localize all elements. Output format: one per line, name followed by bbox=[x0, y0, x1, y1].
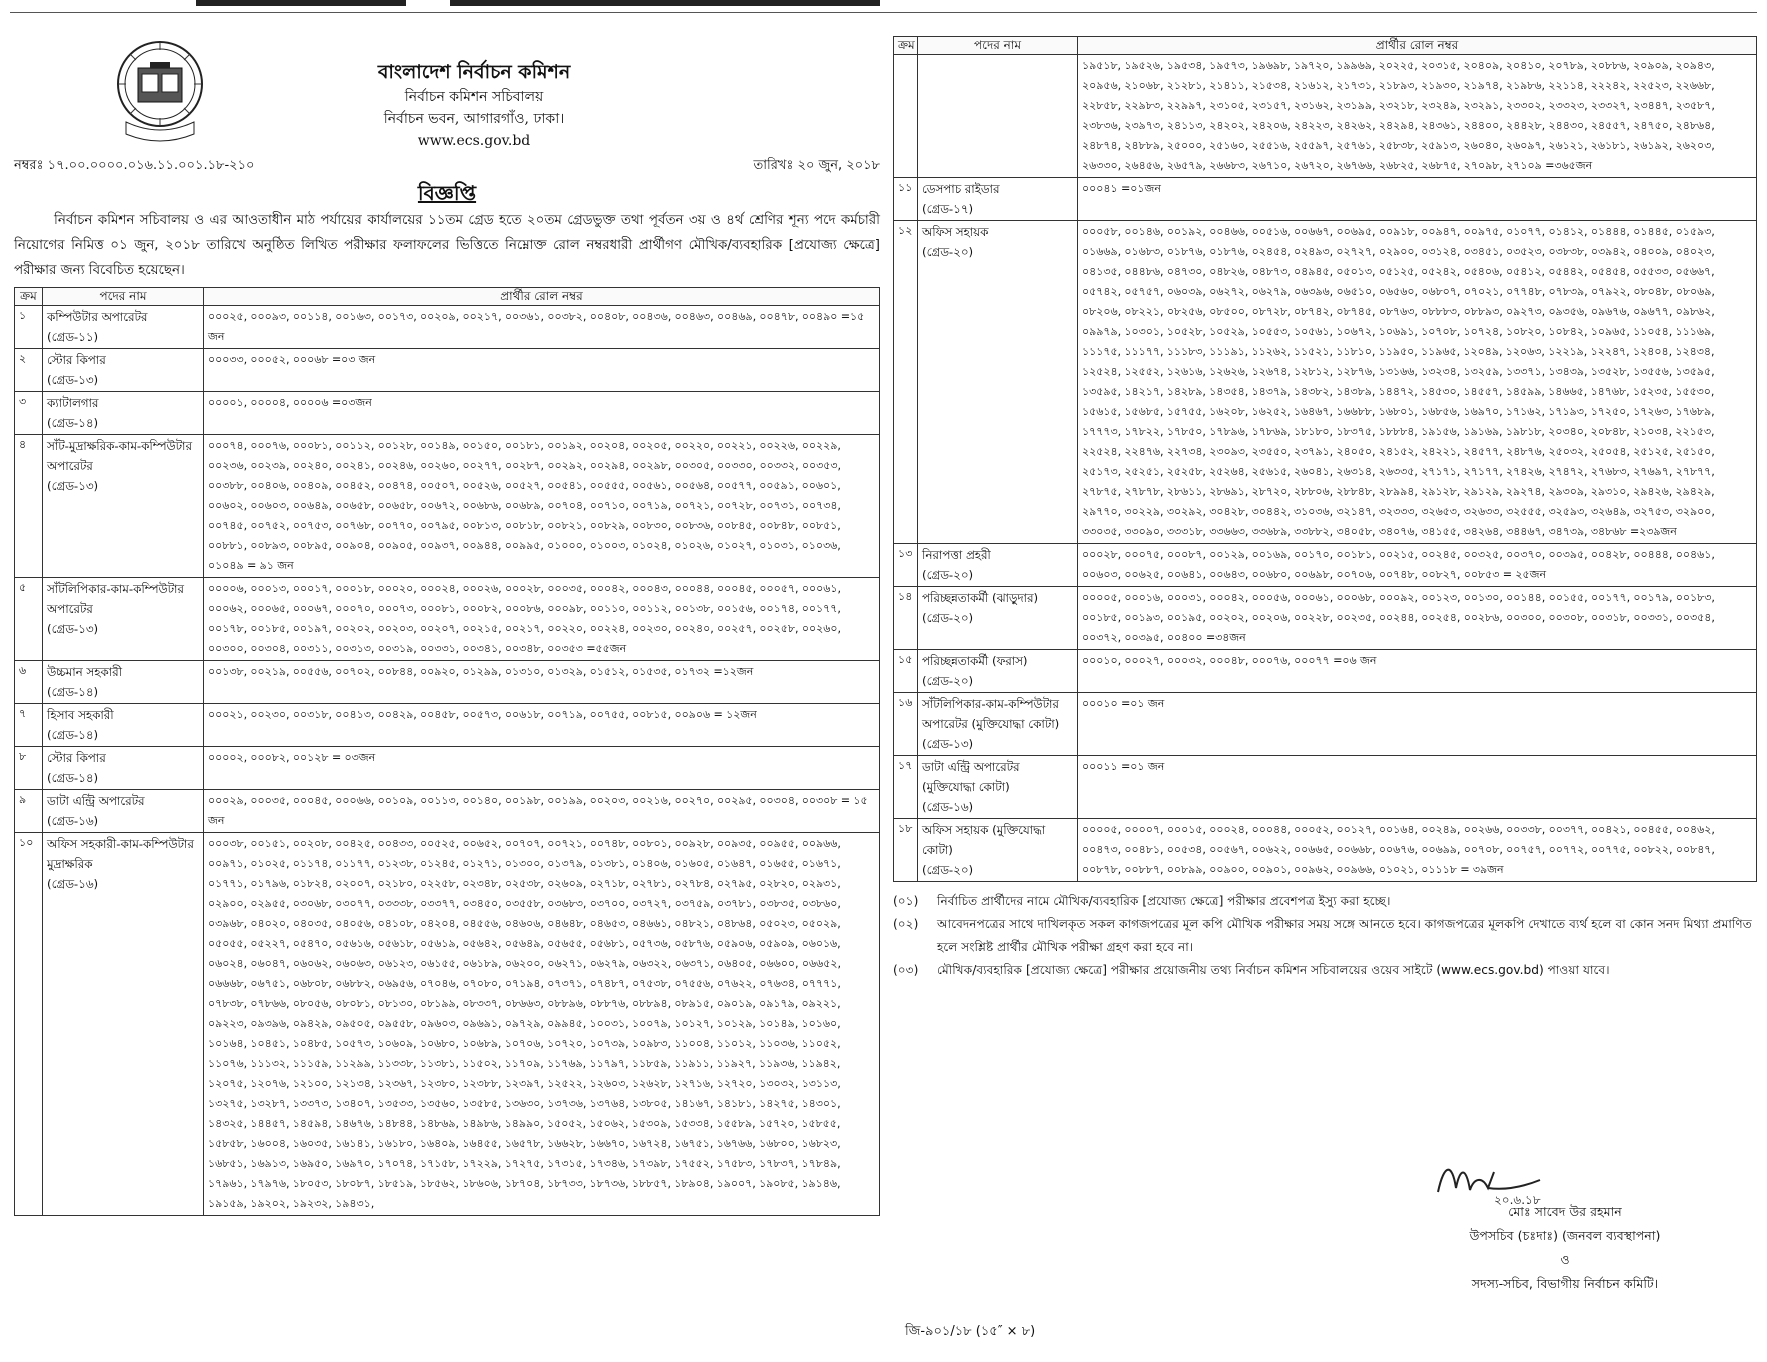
post-name: ডেসপাচ রাইডার bbox=[922, 182, 1000, 196]
post-grade: (গ্রেড-২০) bbox=[922, 611, 974, 625]
post-grade: (গ্রেড-১৬) bbox=[47, 814, 99, 828]
notice-title: বিজ্ঞপ্তি bbox=[417, 181, 477, 205]
table-row bbox=[15, 747, 880, 790]
note-item bbox=[893, 913, 1757, 959]
row-roll-numbers: ০০০০৫, ০০০০৭, ০০০১৫, ০০০২৪, ০০০৪৪, ০০০৫২, ০০১২৭, ০০১৬৪, ০০২৪৯, ০০২৬৬, ০০৩৩৮, ০০৩৭৭, ০০৪২১, ০০৪৫৫, ০০৪৬২, ০০৪৭৩, ০০৪৮১, ০০৫৩৪, ০০৫৬৭, ০০৬২২, ০০৬৬৫, ০০৬৬৮, ০০৬৭৬, ০০৬৯৯, ০০৭০৮, ০০৭৫৭, ০০৭৭২, ০০৭৭৫, ০০৮২২, ০০৮৪৭, ০০৮৭৮, ০০৮৮৭, ০০৮৯৯, ০০৯০০, ০০৯০১, ০০৯৬২, ০০৯৬৬, ০১০২১, ০১১১৮ = ৩৯জন bbox=[1078, 819, 1757, 882]
row-serial: ১৬ bbox=[894, 693, 918, 756]
post-name: স্টোর কিপার bbox=[47, 353, 106, 367]
table-row bbox=[894, 756, 1757, 819]
row-post bbox=[43, 790, 204, 833]
note-number: (০২) bbox=[893, 917, 919, 931]
col-serial-header: ক্রম bbox=[15, 288, 43, 306]
table-body-left bbox=[15, 306, 880, 1216]
note-text: আবেদনপত্রের সাথে দাখিলকৃত সকল কাগজপত্রের মূল কপি মৌখিক পরীক্ষার সময় সঙ্গে আনতে হবে। কাগজপত্রের মূলকপি দেখাতে ব্যর্থ হলে বা কোন সনদ মিথ্যা প্রমাণিত হলে সংশ্লিষ্ট প্রার্থীর মৌখিক পরীক্ষা গ্রহণ করা হবে না। bbox=[937, 917, 1752, 954]
post-grade: (গ্রেড-১৩) bbox=[47, 479, 99, 493]
organization-block bbox=[314, 58, 634, 152]
row-serial: ২ bbox=[15, 349, 43, 392]
row-post bbox=[918, 178, 1078, 221]
row-post bbox=[43, 704, 204, 747]
table-row bbox=[15, 833, 880, 1216]
post-grade: (গ্রেড-১৬) bbox=[922, 800, 974, 814]
row-post bbox=[43, 349, 204, 392]
row-roll-numbers: ০০০৩৩, ০০০৫২, ০০০৬৮ =০৩ জন bbox=[204, 349, 880, 392]
post-name: স্টোর কিপার bbox=[47, 751, 106, 765]
col-post-header: পদের নাম bbox=[43, 288, 204, 306]
row-roll-numbers: ০০০২৮, ০০০৭৫, ০০০৮৭, ০০১২৯, ০০১৬৯, ০০১৭০, ০০১৮১, ০০২১৫, ০০২৪৫, ০০৩২৫, ০০৩৭০, ০০৩৯৫, ০০৪২৮, ০০৪৪৪, ০০৪৬১, ০০৬০৩, ০০৬২৫, ০০৬৪১, ০০৬৪৩, ০০৬৮০, ০০৬৯৮, ০০৭০৬, ০০৭৪৮, ০০৮২৭, ০০৮৫৩ = ২৫জন bbox=[1078, 544, 1757, 587]
table-row bbox=[15, 306, 880, 349]
post-name: অফিস সহায়ক bbox=[922, 225, 989, 239]
row-serial: ৮ bbox=[15, 747, 43, 790]
notes-list bbox=[893, 890, 1757, 982]
memo-date: তারিখঃ ২০ জুন, ২০১৮ bbox=[753, 158, 880, 173]
note-number: (০৩) bbox=[893, 963, 919, 977]
post-name: পরিচ্ছন্নতাকর্মী (ফরাস) bbox=[922, 654, 1028, 668]
post-name: হিসাব সহকারী bbox=[47, 708, 114, 722]
row-post bbox=[43, 661, 204, 704]
row-roll-numbers: ০০০৩৮, ০০১৫১, ০০২০৮, ০০৪২৫, ০০৪৩৩, ০০৫২৫, ০০৬৫২, ০০৭০৭, ০০৭২১, ০০৭৪৮, ০০৮০১, ০০৯২৮, ০০৯৩৫, ০০৯৫৫, ০০৯৬৬, ০০৯৭১, ০১০২৫, ০১১৭৪, ০১১৭৭, ০১২৩৮, ০১২৪৫, ০১২৭১, ০১৩০০, ০১৩৭৯, ০১৩৮১, ০১৪০৬, ০১৬০৫, ০১৬৪৭, ০১৬৫৫, ০১৬৭১, ০১৭৭১, ০১৭৯৬, ০১৮২৪, ০২০০৭, ০২১৮০, ০২২৫৮, ০২৩৪৮, ০২৫৩৮, ০২৬০৯, ০২৭১৮, ০২৭৮১, ০২৭৮৪, ০২৭৯৫, ০২৮২০, ০২৯৩১, ০২৯০০, ০২৯৫৫, ০৩০৬৮, ০৩০৭৭, ০৩৩৩৮, ০৩৩৭৭, ০৩৪৫০, ০৩৫৫৮, ০৩৬৮৩, ০৩৭০০, ০৩৭২৭, ০৩৭৫৯, ০৩৭৮১, ০৩৮৩৫, ০৩৮৬০, ০৩৯৬৮, ০৪০২০, ০৪০৩৫, ০৪০৫৬, ০৪১০৮, ০৪২০৪, ০৪৫৫৬, ০৪৬০৬, ০৪৬৪৮, ০৪৬৫৩, ০৪৬৬১, ০৪৮২১, ০৪৮৬৪, ০৫০২৩, ০৫০২৯, ০৫০৫৫, ০৫২২৭, ০৫৪৭০, ০৫৬১৬, ০৫৬১৮, ০৫৬১৯, ০৫৬৪২, ০৫৬৪৯, ০৫৬৫৫, ০৫৬৮১, ০৫৭৩৬, ০৫৮৭৬, ০৫৯০৬, ০৫৯০৯, ০৬০১৬, ০৬০২৪, ০৬০৪৭, ০৬০৬২, ০৬০৬৩, ০৬১২৩, ০৬১৫৫, ০৬১৮৯, ০৬২০০, ০৬২৭১, ০৬২৭৯, ০৬৩২২, ০৬৩৭১, ০৬৪০৫, ০৬৬০০, ০৬৬৫২, ০৬৬৬৮, ০৬৭৫১, ০৬৮০৮, ০৬৮৮২, ০৬৯৫৬, ০৭০৪৬, ০৭০৮০, ০৭১৯৪, ০৭৩৭১, ০৭৪৮৭, ০৭৫৩৮, ০৭৫৫৬, ০৭৬২২, ০৭৬৩৪, ০৭৭৭১, ০৭৮৩৮, ০৭৮৬৬, ০৮০৫৬, ০৮০৮১, ০৮১৩০, ০৮১৯৯, ০৮৩৩৭, ০৮৬৬৩, ০৮৮৯৬, ০৮৮৭৬, ০৮৮৯৪, ০৮৯১৫, ০৯০১৯, ০৯১৭৯, ০৯২২১, ০৯২২৩, ০৯৩৯৬, ০৯৪২৯, ০৯৫০৫, ০৯৫৫৮, ০৯৬০৩, ০৯৬৯১, ০৯৭২৯, ০৯৯৪৫, ১০০৩১, ১০০৭৯, ১০১২৭, ১০১২৯, ১০১৪৯, ১০১৬০, ১০১৬৪, ১০৪৫১, ১০৪৮৫, ১০৫৭৩, ১০৬০৯, ১০৬৮০, ১০৬৮৯, ১০৭০৬, ১০৭২০, ১০৭৩৯, ১০৯৮৩, ১১০০৪, ১১০১২, ১১০৩৬, ১১০৫২, ১১০৭৬, ১১১৩২, ১১১৫৯, ১১২৯৯, ১১৩৩৮, ১১৩৮১, ১১৫০২, ১১৭০৯, ১১৭৬৯, ১১৭৯৭, ১১৮৫৯, ১১৯১১, ১১৯২৭, ১১৯৩৬, ১১৯৪২, ১২০৭৫, ১২০৭৬, ১২১০০, ১২১৩৪, ১২৩৬৭, ১২৩৮০, ১২৩৮৮, ১২৩৯৭, ১২৫২২, ১২৬০৩, ১২৬২৮, ১২৭১৬, ১২৭২০, ১৩০৩২, ১৩১১৩, ১৩২৭৫, ১৩২৮৭, ১৩৩৭৩, ১৩৪০৭, ১৩৫৩৩, ১৩৫৬০, ১৩৫৮৫, ১৩৬৩০, ১৩৭৩৬, ১৩৭৬৪, ১৩৮০৫, ১৪১৬৭, ১৪১৮১, ১৪২৭৫, ১৪৩০১, ১৪৩২৫, ১৪৪৫৭, ১৪৫৯৪, ১৪৬৭৬, ১৪৮৪৪, ১৪৮৬৯, ১৪৯৮৬, ১৪৯৯০, ১৫০৫২, ১৫০৬২, ১৫৩০৯, ১৫৩৩৪, ১৫৫৮৯, ১৫৭২০, ১৫৮৫৫, ১৫৮৫৮, ১৬০০৪, ১৬০৩৫, ১৬১৪১, ১৬১৮০, ১৬৪০৯, ১৬৪৫৫, ১৬৫৭৮, ১৬৬২৮, ১৬৬৭০, ১৬৭২৪, ১৬৭৫১, ১৬৭৬৬, ১৬৮০০, ১৬৮২৩, ১৬৮৫১, ১৬৯১৩, ১৬৯৫০, ১৬৯৭০, ১৭০৭৪, ১৭১৫৮, ১৭২২৯, ১৭২৭৫, ১৭৩১৫, ১৭৩৪৬, ১৭৩৯৮, ১৭৫৫২, ১৭৫৮৩, ১৭৮৩৭, ১৭৮৪৯, ১৭৯৬১, ১৭৯৭৬, ১৮০৫৩, ১৮০৮৭, ১৮৫১৯, ১৮৫৬২, ১৮৬০৬, ১৮৭০৪, ১৮৭৩৩, ১৮৭৩৬, ১৮৮৫৭, ১৮৯০৪, ১৯০০৭, ১৯০৮৫, ১৯১৪৬, ১৯১৫৯, ১৯২০২, ১৯২৩২, ১৯৪৩১, bbox=[204, 833, 880, 1216]
post-grade: (গ্রেড-১৪) bbox=[47, 771, 99, 785]
post-name: সাঁট-মুদ্রাক্ষরিক-কাম-কম্পিউটার অপারেটর bbox=[47, 439, 192, 473]
row-post bbox=[918, 650, 1078, 693]
post-grade: (গ্রেড-১৩) bbox=[47, 622, 99, 636]
row-post bbox=[43, 578, 204, 661]
scan-edge-left bbox=[196, 0, 406, 6]
website: www.ecs.gov.bd bbox=[417, 133, 531, 149]
row-roll-numbers: ১৯৫১৮, ১৯৫২৬, ১৯৫৩৪, ১৯৫৭৩, ১৯৬৯৮, ১৯৭২০, ১৯৯৬৯, ২০২২৫, ২০৩১৫, ২০৪০৯, ২০৪১০, ২০৭৮৯, ২০৮৮৬, ২০৯০৯, ২০৯৪৩, ২০৯৫৬, ২১০৬৮, ২১২৮১, ২১৪১১, ২১৫৩৪, ২১৬১২, ২১৭৩১, ২১৮৯৩, ২১৯৩০, ২১৯৭৪, ২১৯৮৬, ২২১১৪, ২২২৪২, ২২৫২৩, ২২৬৬৮, ২২৮৫৮, ২২৯৮৩, ২২৯৯৭, ২৩১০৫, ২৩১৫৭, ২৩১৬২, ২৩১৯৯, ২৩২১৮, ২৩২৪৯, ২৩২৯১, ২৩৩০২, ২৩৩২৩, ২৩৩২৭, ২৩৪৪৭, ২৩৫৮৭, ২৩৮৩৬, ২৩৯৭৩, ২৪১১৩, ২৪২০২, ২৪২০৬, ২৪২২৩, ২৪২৬২, ২৪২৯৪, ২৪৩৬১, ২৪৪০০, ২৪৪২৮, ২৪৪৩০, ২৪৫৫৭, ২৪৭৫০, ২৪৮৬৪, ২৪৮৭৪, ২৪৮৮৯, ২৫০০০, ২৫১৬০, ২৫৫১৬, ২৫৫৯৭, ২৫৭৬১, ২৫৮৩৮, ২৫৯১৩, ২৬০৪০, ২৬০৯৭, ২৬১২১, ২৬১৮১, ২৬১৯২, ২৬২০৩, ২৬৩৩০, ২৬৪৫৬, ২৬৫৭৯, ২৬৬৮৩, ২৬৭১০, ২৬৭২০, ২৬৭৬৬, ২৬৮২৫, ২৬৮৭৫, ২৭০৯৮, ২৭১০৯ =৩৬৫জন bbox=[1078, 55, 1757, 178]
table-row bbox=[15, 435, 880, 578]
right-column bbox=[893, 36, 1757, 982]
post-name: ডাটা এন্ট্রি অপারেটর bbox=[47, 794, 145, 808]
table-row bbox=[15, 790, 880, 833]
signatory-name: মোঃ সাবেদ উর রহমান bbox=[1508, 1204, 1622, 1219]
signatory-committee-role: সদস্য-সচিব, বিভাগীয় নির্বাচন কমিটি। bbox=[1471, 1276, 1659, 1291]
row-roll-numbers: ০০০০৬, ০০০১৩, ০০০১৭, ০০০১৮, ০০০২০, ০০০২৪, ০০০২৬, ০০০২৮, ০০০৩৫, ০০০৪২, ০০০৪৩, ০০০৪৪, ০০০৪৫, ০০০৫৭, ০০০৬১, ০০০৬২, ০০০৬৫, ০০০৬৭, ০০০৭০, ০০০৭৩, ০০০৮১, ০০০৮২, ০০০৮৬, ০০০৯৮, ০০১১০, ০০১১২, ০০১৩৮, ০০১৫৬, ০০১৭৪, ০০১৭৭, ০০১৭৮, ০০১৮৫, ০০১৯৭, ০০২০২, ০০২০৩, ০০২০৭, ০০২১৫, ০০২১৭, ০০২২০, ০০২২৪, ০০২৩০, ০০২৪০, ০০২৫৭, ০০২৫৮, ০০২৬০, ০০৩০০, ০০৩০৪, ০০৩১১, ০০৩১৩, ০০৩১৯, ০০৩৩১, ০০৩৪১, ০০৩৪৮, ০০৩৫৩ =৫৫জন bbox=[204, 578, 880, 661]
row-serial: ৬ bbox=[15, 661, 43, 704]
table-header-row bbox=[894, 37, 1757, 55]
row-roll-numbers: ০০০১০ =০১ জন bbox=[1078, 693, 1757, 756]
note-number: (০১) bbox=[893, 894, 919, 908]
post-name: ক্যাটালগার bbox=[47, 396, 99, 410]
post-grade: (গ্রেড-১৪) bbox=[47, 685, 99, 699]
note-item bbox=[893, 890, 1757, 913]
post-grade: (গ্রেড-১৬) bbox=[47, 877, 99, 891]
page-top-rule bbox=[10, 12, 1757, 13]
row-serial: ১১ bbox=[894, 178, 918, 221]
post-grade: (গ্রেড-১৩) bbox=[47, 373, 99, 387]
table-row bbox=[894, 819, 1757, 882]
row-post bbox=[918, 544, 1078, 587]
row-serial: ১ bbox=[15, 306, 43, 349]
table-row bbox=[894, 221, 1757, 544]
row-serial: ১৫ bbox=[894, 650, 918, 693]
table-header-row bbox=[15, 288, 880, 306]
scan-edge-right bbox=[450, 0, 880, 6]
table-row bbox=[894, 178, 1757, 221]
row-serial: ১২ bbox=[894, 221, 918, 544]
result-table-left bbox=[14, 287, 880, 1216]
post-grade: (গ্রেড-২০) bbox=[922, 245, 974, 259]
note-text: মৌখিক/ব্যবহারিক [প্রযোজ্য ক্ষেত্রে] পরীক্ষার প্রয়োজনীয় তথ্য নির্বাচন কমিশন সচিবালয়ের ওয়েব সাইটে (www.ecs.gov.bd) পাওয়া যাবে। bbox=[937, 963, 1610, 977]
row-roll-numbers: ০০০০১, ০০০০৪, ০০০০৬ =০৩জন bbox=[204, 392, 880, 435]
election-commission-logo bbox=[114, 38, 206, 146]
left-column bbox=[14, 18, 880, 1216]
row-roll-numbers: ০০০২৯, ০০০৩৫, ০০০৪৫, ০০০৬৬, ০০১০৯, ০০১১৩, ০০১৪০, ০০১৯৮, ০০১৯৯, ০০২০৩, ০০২১৬, ০০২৭০, ০০২৯৫, ০০৩০৪, ০০৩০৮ = ১৫ জন bbox=[204, 790, 880, 833]
post-grade: (গ্রেড-২০) bbox=[922, 674, 974, 688]
col-serial-header: ক্রম bbox=[894, 37, 918, 55]
office-address: নির্বাচন ভবন, আগারগাঁও, ঢাকা। bbox=[383, 111, 565, 127]
note-item bbox=[893, 959, 1757, 982]
post-name: নিরাপত্তা প্রহরী bbox=[922, 548, 991, 562]
post-grade: (গ্রেড-১৪) bbox=[47, 728, 99, 742]
row-post bbox=[918, 221, 1078, 544]
signature-date: ২০.৬.১৮ bbox=[1494, 1193, 1541, 1207]
post-name: পরিচ্ছন্নতাকর্মী (ঝাড়ুদার) bbox=[922, 591, 1039, 605]
post-name: কম্পিউটার অপারেটর bbox=[47, 310, 148, 324]
table-row bbox=[15, 578, 880, 661]
table-body-right bbox=[894, 55, 1757, 882]
signature-block bbox=[1380, 1200, 1750, 1296]
row-roll-numbers: ০০০২৫, ০০০৯৩, ০০১১৪, ০০১৬৩, ০০১৭৩, ০০২০৯, ০০২১৭, ০০৩৬১, ০০৩৮২, ০০৪০৮, ০০৪৩৬, ০০৪৬৩, ০০৪৬৯, ০০৪৭৮, ০০৪৯০ =১৫ জন bbox=[204, 306, 880, 349]
signatory-conjunction: ও bbox=[1560, 1252, 1570, 1267]
post-name: সাঁটলিপিকার-কাম-কম্পিউটার অপারেটর bbox=[47, 582, 184, 616]
row-post bbox=[918, 756, 1078, 819]
intro-paragraph: নির্বাচন কমিশন সচিবালয় ও এর আওতাধীন মাঠ পর্যায়ের কার্যালয়ের ১১তম গ্রেড হতে ২০তম গ্রেডভুক্ত তথা পূর্বতন ৩য় ও ৪র্থ শ্রেণির শূন্য পদে কর্মচারী নিয়োগের নিমিত্ত ০১ জুন, ২০১৮ তারিখে অনুষ্ঠিত লিখিত পরীক্ষার ফলাফলের ভিত্তিতে নিম্নোক্ত রোল নম্বরধারী প্রার্থীগণ মৌখিক/ব্যবহারিক [প্রযোজ্য ক্ষেত্রে] পরীক্ষার জন্য বিবেচিত হয়েছেন। bbox=[14, 213, 880, 278]
table-row bbox=[894, 544, 1757, 587]
row-post bbox=[43, 747, 204, 790]
table-row bbox=[15, 704, 880, 747]
col-rolls-header: প্রার্থীর রোল নম্বর bbox=[204, 288, 880, 306]
table-row bbox=[15, 661, 880, 704]
org-name: বাংলাদেশ নির্বাচন কমিশন bbox=[377, 61, 571, 83]
row-roll-numbers: ০০০১১ =০১ জন bbox=[1078, 756, 1757, 819]
row-roll-numbers: ০০০০২, ০০০৮২, ০০১২৮ = ০৩জন bbox=[204, 747, 880, 790]
print-code: জি-৯০১/১৮ (১৫″ × ৮) bbox=[905, 1324, 1036, 1339]
row-serial: ৪ bbox=[15, 435, 43, 578]
result-table-right bbox=[893, 36, 1757, 882]
row-post bbox=[43, 435, 204, 578]
row-serial: ৫ bbox=[15, 578, 43, 661]
table-row bbox=[894, 650, 1757, 693]
row-post bbox=[43, 833, 204, 1216]
row-serial: ১৪ bbox=[894, 587, 918, 650]
post-grade: (গ্রেড-১১) bbox=[47, 330, 99, 344]
row-post bbox=[43, 392, 204, 435]
memo-row bbox=[14, 154, 880, 178]
col-post-header: পদের নাম bbox=[918, 37, 1078, 55]
row-roll-numbers: ০০১৩৮, ০০২১৯, ০০৫৫৬, ০০৭০২, ০০৮৪৪, ০০৯২০, ০১২৯৯, ০১৩১০, ০১৩২৯, ০১৫১২, ০১৫৩৫, ০১৭৩২ =১২জন bbox=[204, 661, 880, 704]
signatory-designation: উপসচিব (চঃদাঃ) (জনবল ব্যবস্থাপনা) bbox=[1469, 1228, 1661, 1243]
row-roll-numbers: ০০০০৫, ০০০১৬, ০০০৩১, ০০০৪২, ০০০৫৬, ০০০৬১, ০০০৬৮, ০০০৯২, ০০১২৩, ০০১৩০, ০০১৪৪, ০০১৫৫, ০০১৭৭, ০০১৭৯, ০০১৮৩, ০০১৮৫, ০০১৯৩, ০০১৯৫, ০০২০২, ০০২০৬, ০০২২৮, ০০২৩৫, ০০২৪৪, ০০২৫৪, ০০২৮৬, ০০৩০০, ০০৩০৮, ০০৩১৮, ০০৩৩১, ০০৩৫৪, ০০৩৭২, ০০৩৯৫, ০০৪০০ =৩৪জন bbox=[1078, 587, 1757, 650]
row-roll-numbers: ০০০৫৮, ০০১৪৬, ০০১৯২, ০০৪৬৬, ০০৫১৬, ০০৬৬৭, ০০৬৯৫, ০০৯১৮, ০০৯৪৭, ০০৯৭৫, ০১০৭৭, ০১৪১২, ০১৪৪৪, ০১৪৪৫, ০১৫৯৩, ০১৬৬৯, ০১৬৮৩, ০১৮৭৬, ০১৮৭৬, ০২৪৫৪, ০২৪৯৩, ০২৭২৭, ০২৯০০, ০৩১২৪, ০৩৪৫১, ০৩৫২৩, ০৩৮৩৮, ০৩৯৪২, ০৪০০৯, ০৪০২৩, ০৪১৩৫, ০৪৪৮৬, ০৪৭৩০, ০৪৮২৬, ০৪৮৭৩, ০৪৯৪৫, ০৫০১৩, ০৫১২৫, ০৫২৪২, ০৫৪০৬, ০৫৪১২, ০৫৪৪২, ০৫৪৫৪, ০৫৫৩৩, ০৫৬৬৭, ০৫৭৪২, ০৫৭৫৭, ০৬০৩৯, ০৬২৭২, ০৬২৭৯, ০৬৩৯৬, ০৬৫১০, ০৬৫৬০, ০৬৮০৭, ০৭০২১, ০৭৭৪৮, ০৭৮৩৯, ০৭৯২২, ০৮০৪৮, ০৮০৬৯, ০৮২০৬, ০৮২২১, ০৮২৫৬, ০৮৫০০, ০৮৭২৮, ০৮৭৪২, ০৮৭৪৫, ০৮৭৬৩, ০৮৮৮৩, ০৮৮৯৩, ০৯২৭৩, ০৯৩৫৬, ০৯৬৭৬, ০৯৬৭৭, ০৯৮৬২, ০৯৯৭৯, ১০৩০১, ১০৫২৮, ১০৫২৯, ১০৫৫৩, ১০৫৬১, ১০৬৭২, ১০৬৯১, ১০৭০৮, ১০৭২৪, ১০৮২০, ১০৮৪২, ১০৯৬৫, ১১০৫৪, ১১১৬৯, ১১১৭৫, ১১১৭৭, ১১১৮৩, ১১১৯১, ১১২৬২, ১১৫২১, ১১৮১০, ১১৯৫০, ১১৯৬৫, ১২০৪৯, ১২০৬৩, ১২২১৯, ১২২৪৭, ১২৪০৪, ১২৪৩৪, ১২৫২৪, ১২৫৫২, ১২৬১৬, ১২৬২৬, ১২৬৭৪, ১২৮১২, ১২৮৭৬, ১৩১৬৬, ১৩২৩৪, ১৩২৫৯, ১৩৩৭১, ১৩৪৩৯, ১৩৫২৮, ১৩৫৫৬, ১৩৫৯৫, ১৩৫৯৫, ১৪২১৭, ১৪২৮৯, ১৪৩৫৪, ১৪৩৭৯, ১৪৩৮২, ১৪৩৮৯, ১৪৪৭২, ১৪৫৩০, ১৪৫৫৭, ১৪৫৯৯, ১৪৬৬৫, ১৪৭৬৮, ১৫২৩৫, ১৫৫৩০, ১৫৬১৫, ১৫৬৮৫, ১৫৭৫৫, ১৬২০৮, ১৬২৫২, ১৬৪৬৭, ১৬৬৮৮, ১৬৮০১, ১৬৮৫৬, ১৬৯৭০, ১৭১৬২, ১৭১৯৩, ১৭২৫০, ১৭২৬৩, ১৭৬৮৯, ১৭৭৭৩, ১৭৮২২, ১৭৮৫০, ১৭৮৯৬, ১৭৮৬৯, ১৮১৮০, ১৮৩৭৫, ১৮৮৮৪, ১৯১৫৬, ১৯১৬৯, ১৯৮১৮, ২০৩৪০, ২০৮৪৮, ২১০৩৪, ২২১৫৩, ২২৫২৪, ২২৪৭৬, ২২৭৩৪, ২৩০৯৩, ২৩৫৫০, ২৩৭৯১, ২৪০৫০, ২৪১৫২, ২৪২২১, ২৪৫৭৭, ২৪৮৭৬, ২৫০৩২, ২৫০৫৪, ২৫১২৫, ২৫১৫০, ২৫১৭৩, ২৫২৫১, ২৫২৫৮, ২৫২৬৪, ২৫৬১৫, ২৬০৪১, ২৬৩১৪, ২৬৩৩৫, ২৭১৭১, ২৭১৭৭, ২৭৪২৬, ২৭৪৭২, ২৭৬৮৩, ২৭৬৯৭, ২৭৮৭৭, ২৭৮৭৫, ২৭৮৭৮, ২৮৬১১, ২৮৬৯১, ২৮৭২০, ২৮৮০৬, ২৮৮৪৮, ২৮৯৯৪, ২৯১২৮, ২৯১২৯, ২৯২৭৪, ২৯৩০৯, ২৯৩১০, ২৯৪২৬, ২৯৪২৯, ২৯৭৭০, ৩০২২৯, ৩০২৯২, ৩০৪২৮, ৩০৪৪২, ৩১০৩৬, ৩২১৪৭, ৩২৩৩৩, ৩২৬৫৩, ৩২৬৩৩, ৩২৫৫৫, ৩২৫৯৩, ৩২৬৪৯, ৩২৭৫৩, ৩২৯০০, ৩৩০৩৫, ৩৩০৯০, ৩৩৩১৮, ৩৩৬৬৩, ৩৩৬৮৯, ৩৩৮৮২, ৩৪০৫৮, ৩৪০৭৬, ৩৪১৫৫, ৩৪২৬৪, ৩৪৪৬৭, ৩৪৭৩৯, ৩৪৮৬৮ =২৩৯জন bbox=[1078, 221, 1757, 544]
row-serial: ৩ bbox=[15, 392, 43, 435]
post-name: সাঁটলিপিকার-কাম-কম্পিউটার অপারেটর (মুক্তিযোদ্ধা কোটা) bbox=[922, 697, 1060, 731]
table-row bbox=[15, 349, 880, 392]
row-serial: ১৭ bbox=[894, 756, 918, 819]
post-name: অফিস সহকারী-কাম-কম্পিউটার মুদ্রাক্ষরিক bbox=[47, 837, 194, 871]
post-grade: (গ্রেড-১৪) bbox=[47, 416, 99, 430]
row-roll-numbers: ০০০২১, ০০২৩০, ০০৩১৮, ০০৪১৩, ০০৪২৯, ০০৪৫৮, ০০৫৭৩, ০০৬১৮, ০০৭১৯, ০০৭৫৫, ০০৮১৫, ০০৯০৬ = ১২জন bbox=[204, 704, 880, 747]
post-grade: (গ্রেড-১৩) bbox=[922, 737, 974, 751]
row-post bbox=[918, 587, 1078, 650]
row-serial: ১৩ bbox=[894, 544, 918, 587]
post-grade: (গ্রেড-২০) bbox=[922, 863, 974, 877]
row-post bbox=[918, 819, 1078, 882]
note-text: নির্বাচিত প্রার্থীদের নামে মৌখিক/ব্যবহারিক [প্রযোজ্য ক্ষেত্রে] পরীক্ষার প্রবেশপত্র ইস্যু করা হচ্ছে। bbox=[937, 894, 1391, 908]
row-roll-numbers: ০০০৭৪, ০০০৭৬, ০০০৮১, ০০১১২, ০০১২৮, ০০১৪৯, ০০১৫০, ০০১৮১, ০০১৯২, ০০২০৪, ০০২০৫, ০০২২০, ০০২২১, ০০২২৬, ০০২২৯, ০০২৩৬, ০০২৩৯, ০০২৪০, ০০২৪১, ০০২৪৬, ০০২৬০, ০০২৭৭, ০০২৮৭, ০০২৯২, ০০২৯৪, ০০২৯৮, ০০৩০৫, ০০৩৩০, ০০৩৩২, ০০৩৫৩, ০০৩৮৮, ০০৪০৬, ০০৪০৯, ০০৪৫২, ০০৪৭৪, ০০৫০৭, ০০৫২৬, ০০৫২৭, ০০৫৪১, ০০৫৫৫, ০০৫৬১, ০০৫৬৪, ০০৫৭৭, ০০৫৯১, ০০৬০১, ০০৬০২, ০০৬০৩, ০০৬৪৯, ০০৬৫৮, ০০৬৫৮, ০০৬৭২, ০০৬৮৬, ০০৬৮৯, ০০৭০৪, ০০৭১০, ০০৭১৯, ০০৭২১, ০০৭২৮, ০০৭৩১, ০০৭৩৪, ০০৭৪৫, ০০৭৫২, ০০৭৫৩, ০০৭৬৮, ০০৭৭০, ০০৭৯৫, ০০৮১৩, ০০৮১৮, ০০৮২১, ০০৮২৯, ০০৮৩০, ০০৮৩৬, ০০৮৪৫, ০০৮৪৮, ০০৮৫১, ০০৮৮১, ০০৮৯৩, ০০৮৯৫, ০০৯০৪, ০০৯০৫, ০০৯৩৭, ০০৯৪৪, ০০৯৯৫, ০১০০০, ০১০০৩, ০১০২৪, ০১০২৬, ০১০২৭, ০১০৩১, ০১০৩৬, ০১০৪৯ = ৯১ জন bbox=[204, 435, 880, 578]
table-row bbox=[894, 693, 1757, 756]
row-serial: ১৮ bbox=[894, 819, 918, 882]
col-rolls-header: প্রার্থীর রোল নম্বর bbox=[1078, 37, 1757, 55]
table-row bbox=[894, 55, 1757, 178]
post-grade: (গ্রেড-১৭) bbox=[922, 202, 974, 216]
letterhead bbox=[14, 18, 880, 154]
post-name: উচ্চমান সহকারী bbox=[47, 665, 122, 679]
row-roll-numbers: ০০০১০, ০০০২৭, ০০০৩২, ০০০৪৮, ০০০৭৬, ০০০৭৭ =০৬ জন bbox=[1078, 650, 1757, 693]
row-post bbox=[918, 693, 1078, 756]
row-serial: ৯ bbox=[15, 790, 43, 833]
table-row bbox=[15, 392, 880, 435]
post-grade: (গ্রেড-২০) bbox=[922, 568, 974, 582]
post-name: ডাটা এন্ট্রি অপারেটর (মুক্তিযোদ্ধা কোটা) bbox=[922, 760, 1020, 794]
post-name: অফিস সহায়ক (মুক্তিযোদ্ধা কোটা) bbox=[922, 823, 1046, 857]
table-row bbox=[894, 587, 1757, 650]
row-roll-numbers: ০০০৪১ =০১জন bbox=[1078, 178, 1757, 221]
row-serial: ৭ bbox=[15, 704, 43, 747]
secretariat-name: নির্বাচন কমিশন সচিবালয় bbox=[404, 89, 544, 105]
row-post bbox=[918, 55, 1078, 178]
row-serial: ১০ bbox=[15, 833, 43, 1216]
memo-number: নম্বরঃ ১৭.০০.০০০০.০১৬.১১.০০১.১৮-২১০ bbox=[14, 158, 255, 173]
row-post bbox=[43, 306, 204, 349]
row-serial bbox=[894, 55, 918, 178]
